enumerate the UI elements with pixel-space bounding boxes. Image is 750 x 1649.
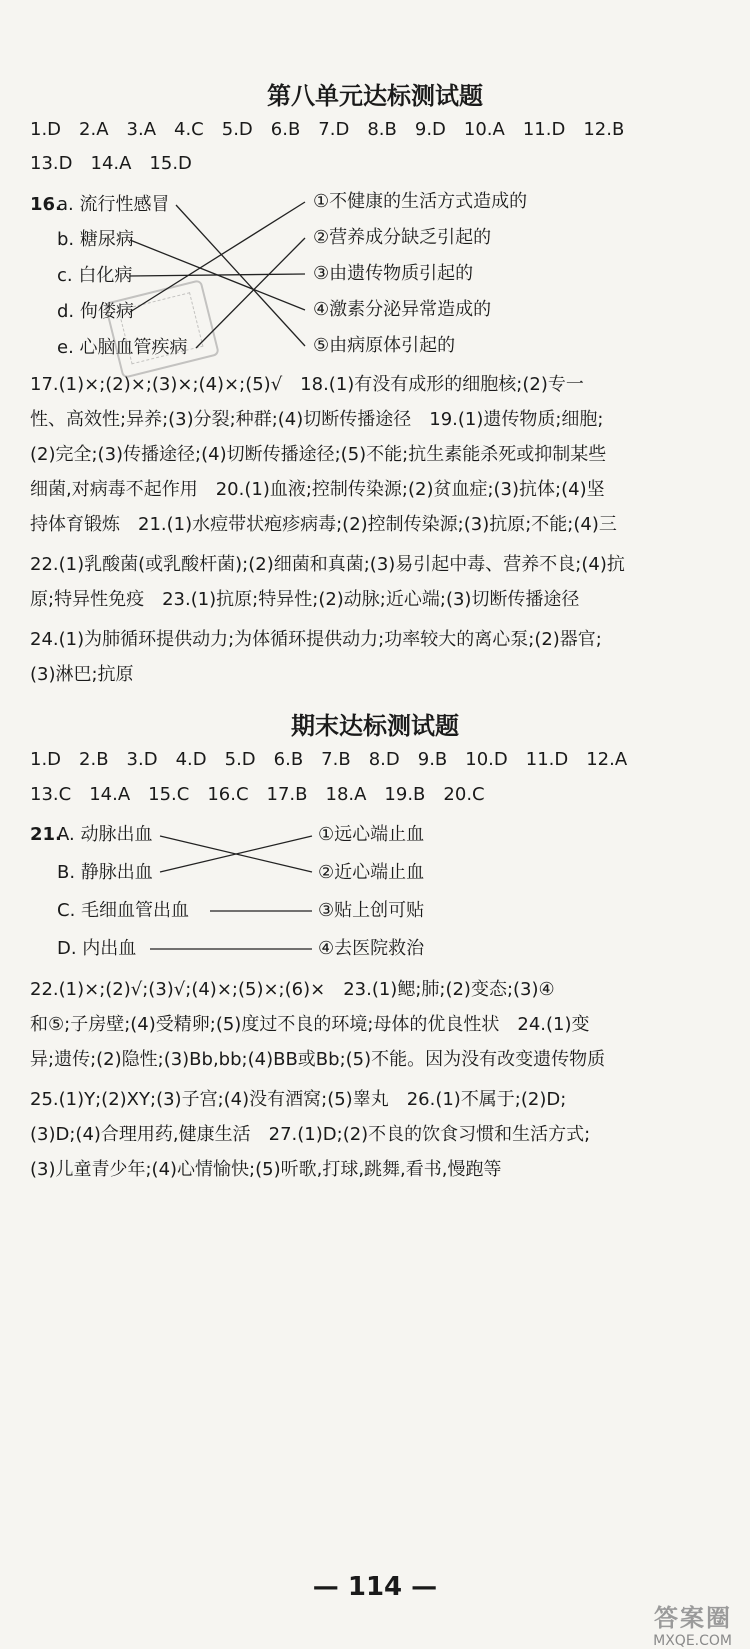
watermark-url: MXQE.COM (653, 1633, 732, 1649)
final-line-22: 22.(1)×;(2)√;(3)√;(4)×;(5)×;(6)× 23.(1)鳃;肺;(2)变态;(3)④ (30, 979, 555, 1000)
q16-left-b: b. 糖尿病 (57, 229, 134, 250)
final-line-25: 25.(1)Y;(2)XY;(3)子宫;(4)没有酒窝;(5)睾丸 26.(1)不属于;(2)D; (30, 1089, 567, 1110)
q21-line-a (160, 836, 312, 872)
q16-right-4: ④激素分泌异常造成的 (313, 299, 492, 320)
final-answers-line-2: 13.C 14.A 15.C 16.C 17.B 18.A 19.B 20.C (30, 784, 485, 805)
q16-left-a: a. 流行性感冒 (57, 194, 170, 215)
unit8-line-19: (2)完全;(3)传播途径;(4)切断传播途径;(5)不能;抗生素能杀死或抑制某些 (30, 444, 607, 465)
q21-right-2: ②近心端止血 (318, 862, 425, 883)
q16-line-c (130, 274, 305, 276)
site-watermark (612, 1598, 732, 1649)
page-number: — 114 — (312, 1572, 438, 1602)
unit8-line-23: 原;特异性免疫 23.(1)抗原;特异性;(2)动脉;近心端;(3)切断传播途径 (30, 589, 580, 610)
q21-number: 21. (30, 824, 62, 845)
faint-stamp (104, 279, 220, 379)
q21-right-1: ①远心端止血 (318, 824, 425, 845)
q16-right-3: ③由遗传物质引起的 (313, 263, 474, 284)
q16-right-5: ⑤由病原体引起的 (313, 335, 456, 356)
q16-left-d: d. 佝偻病 (57, 301, 134, 322)
unit8-line-20: 细菌,对病毒不起作用 20.(1)血液;控制传染源;(2)贫血症;(3)抗体;(4)坚 (30, 479, 605, 500)
unit8-answers-line-2: 13.D 14.A 15.D (30, 153, 192, 174)
q16-right-1: ①不健康的生活方式造成的 (313, 191, 528, 212)
q21-left-a: A. 动脉出血 (57, 824, 153, 845)
q21-left-b: B. 静脉出血 (57, 862, 153, 883)
final-line-23: 和⑤;子房壁;(4)受精卵;(5)度过不良的环境;母体的优良性状 24.(1)变 (30, 1014, 590, 1035)
unit8-line-22: 22.(1)乳酸菌(或乳酸杆菌);(2)细菌和真菌;(3)易引起中毒、营养不良;(4)抗 (30, 554, 625, 575)
q21-left-c: C. 毛细血管出血 (57, 900, 190, 921)
final-line-27: (3)儿童青少年;(4)心情愉快;(5)听歌,打球,跳舞,看书,慢跑等 (30, 1159, 502, 1180)
q21-right-4: ④去医院救治 (318, 938, 425, 959)
q16-left-c: c. 白化病 (57, 265, 133, 286)
q16-number: 16. (30, 194, 62, 215)
final-answers-line-1: 1.D 2.B 3.D 4.D 5.D 6.B 7.B 8.D 9.B 10.D 11.D 12.A (30, 749, 628, 770)
final-title: 期末达标测试题 (291, 711, 459, 740)
unit8-line-21: 持体育锻炼 21.(1)水痘带状疱疹病毒;(2)控制传染源;(3)抗原;不能;(4)三 (30, 514, 617, 535)
unit8-line-24: 24.(1)为肺循环提供动力;为体循环提供动力;功率较大的离心泵;(2)器官; (30, 629, 602, 650)
unit8-answers-line-1: 1.D 2.A 3.A 4.C 5.D 6.B 7.D 8.B 9.D 10.A 11.D 12.B (30, 119, 625, 140)
unit8-title: 第八单元达标测试题 (267, 81, 483, 110)
final-line-26: (3)D;(4)合理用药,健康生活 27.(1)D;(2)不良的饮食习惯和生活方式; (30, 1124, 591, 1145)
q16-left-e: e. 心脑血管疾病 (57, 337, 188, 358)
unit8-line-17: 17.(1)×;(2)×;(3)×;(4)×;(5)√ 18.(1)有没有成形的细胞核;(2)专一 (30, 374, 584, 395)
q21-line-b (160, 836, 312, 872)
unit8-line-18: 性、高效性;异养;(3)分裂;种群;(4)切断传播途径 19.(1)遗传物质;细胞; (30, 409, 604, 430)
unit8-line-25: (3)淋巴;抗原 (30, 664, 134, 685)
q16-right-2: ②营养成分缺乏引起的 (313, 227, 492, 248)
q21-left-d: D. 内出血 (57, 938, 137, 959)
watermark-logo-text: 答案圈 (654, 1604, 732, 1632)
q21-right-3: ③贴上创可贴 (318, 900, 425, 921)
final-line-24: 异;遗传;(2)隐性;(3)Bb,bb;(4)BB或Bb;(5)不能。因为没有改变遗传物质 (30, 1049, 606, 1070)
